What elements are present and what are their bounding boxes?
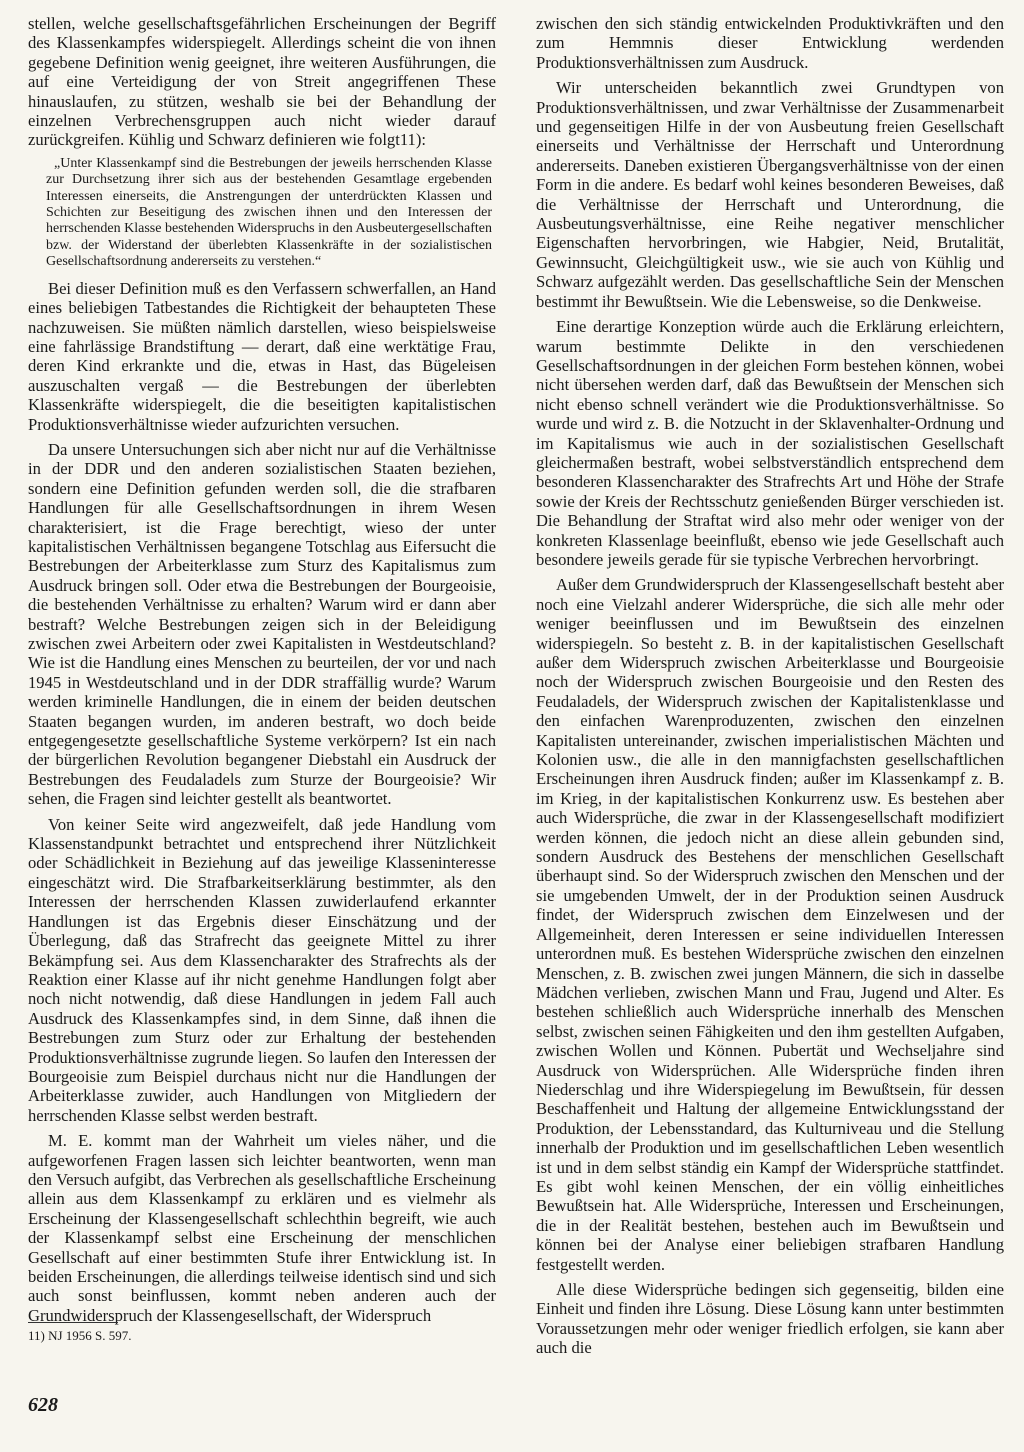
paragraph: Eine derartige Konzeption würde auch die Erklärung erleichtern, warum bestimmte Delikte in den verschiedenen Gesellschaftsordnungen in der gleichen Form bestehen können, wobei nicht übersehen werden darf, daß das Bewußtsein der Menschen sich nicht ebenso schnell verändert wie die Produktionsverhältnisse. So wurde und wird z. B. die Notzucht in der Sklavenhalter-Ordnung und im Kapitalismus wie auch in der sozialistischen Gesellschaft gleichermaßen bestraft, wobei selbstverständlich entsprechend dem besonderen Klassencharakter des Strafrechts Art und Höhe der Strafe sowie der Kreis der Rechtsschutz genießenden Bürger verschieden ist. Die Behandlung der Straftat wird also mehr oder weniger von der konkreten Klassenlage beeinflußt, ebenso wie jede Gesellschaft auch besondere jeweils gerade für sie typische Verbrechen hervorbringt. (536, 317, 1004, 569)
paragraph: Wir unterscheiden bekanntlich zwei Grundtypen von Produktionsverhältnissen, und zwar Verhältnisse der Zusammenarbeit und gegenseitigen Hilfe in der von Ausbeutung freien Gesellschaft einerseits und Verhältnisse der Herrschaft und Unterordnung andererseits. Daneben existieren Übergangsverhältnisse von der einen Form in die andere. Es bedarf wohl keines besonderen Beweises, daß die Verhältnisse der Herrschaft und Unterordnung, die Ausbeutungsverhältnisse, eine Reihe negativer menschlicher Eigenschaften hervorbringen, wie Habgier, Neid, Brutalität, Gewinnsucht, Gleichgültigkeit usw., wie sie auch von Kühlig und Schwarz aufgezählt werden. Das gesellschaftliche Sein der Menschen bestimmt ihr Bewußtsein. Wie die Lebensweise, so die Denkweise. (536, 78, 1004, 311)
footnote: 11) NJ 1956 S. 597. (28, 1328, 132, 1343)
paragraph: Alle diese Widersprüche bedingen sich gegenseitig, bilden eine Einheit und finden ihre Lösung. Diese Lösung kann unter bestimmten Voraussetzungen mehr oder weniger friedlich erfolgen, sie kann aber auch die (536, 1280, 1004, 1358)
paragraph: M. E. kommt man der Wahrheit um vieles näher, und die aufgeworfenen Fragen lassen sich leichter beantworten, wenn man den Versuch aufgibt, das Verbrechen als gesellschaftliche Erscheinung allein aus dem Klassenkampf zu erklären und es vielmehr als Erscheinung der Klassengesellschaft schlechthin begreift, wie auch der Klassenkampf selbst eine Erscheinung der menschlichen Gesellschaft auf einer bestimmten Stufe ihrer Entwicklung ist. In beiden Erscheinungen, die allerdings teilweise identisch sind und sich auch sonst beinflussen, kommt neben anderen auch der Grundwiderspruch der Klassengesellschaft, der Widerspruch (28, 1131, 496, 1325)
paragraph: Bei dieser Definition muß es den Verfassern schwerfallen, an Hand eines beliebigen Tatbestandes die Richtigkeit der behaupteten These nachzuweisen. Sie müßten nämlich darstellen, wieso beispielsweise eine fahrlässige Brandstiftung — derart, daß eine werktätige Frau, deren Kind erkrankte und die, etwas in Hast, das Bügeleisen auszuschalten vergaß — die Bestrebungen der überlebten Klassenkräfte widerspiegelt, die die beseitigten kapitalistischen Produktionsverhältnisse wieder aufzurichten versuchen. (28, 278, 496, 434)
paragraph: stellen, welche gesellschaftsgefährlichen Erscheinungen der Begriff des Klassenkampfes widerspiegelt. Allerdings scheint die von ihnen gegebene Definition wenig geeignet, ihre weiteren Ausführungen, die auf eine Verteidigung der von Streit angegriffenen These hinauslaufen, zu stützen, weshalb sie bei der Behandlung der einzelnen Verbrechensgruppen auch nicht wieder darauf zurückgreifen. Kühlig und Schwarz definieren wie folgt11): (28, 14, 496, 150)
left-column (28, 14, 496, 1331)
block-quote: „Unter Klassenkampf sind die Bestrebungen der jeweils herrschenden Klasse zur Durchsetzung ihrer sich aus der bestehenden Gesamtlage ergebenden Interessen einerseits, die Anstrengungen der unterdrückten Klassen und Schichten zur Beseitigung des zwischen ihnen und den Interessen der herrschenden Klasse bestehenden Widerspruchs in den Ausbeutergesellschaften bzw. der Widerstand der überlebten Klassenkräfte in der sozialistischen Gesellschaftsordnung andererseits zu verstehen.“ (46, 155, 492, 270)
paragraph: zwischen den sich ständig entwickelnden Produktivkräften und den zum Hemmnis dieser Entwicklung werdenden Produktionsverhältnissen zum Ausdruck. (536, 14, 1004, 72)
paragraph: Außer dem Grundwiderspruch der Klassengesellschaft besteht aber noch eine Vielzahl anderer Widersprüche, die sich alle mehr oder weniger beeinflussen und im Bewußtsein des einzelnen widerspiegeln. So besteht z. B. in der kapitalistischen Gesellschaft außer dem Widerspruch zwischen Arbeiterklasse und Bourgeoisie noch der Widerspruch zwischen Bourgeoisie und den Resten des Feudaladels, der Widerspruch zwischen der Kapitalistenklasse und den einfachen Warenproduzenten, zwischen den einzelnen Kapitalisten untereinander, zwischen imperialistischen Mächten und Kolonien usw., die alle in den mannigfachsten gesellschaftlichen Erscheinungen ihren Ausdruck finden; außer im Klassenkampf z. B. im Krieg, in der kapitalistischen Konkurrenz usw. Es bestehen aber auch Widersprüche, die zwar in der Klassengesellschaft modifiziert werden können, die jedoch nicht an diese allein gebunden sind, sondern Ausdruck des Bestehens der menschlichen Gesellschaft überhaupt sind. So der Widerspruch zwischen den Menschen und der sie umgebenden Umwelt, der in der Produktion seinen Ausdruck findet, der Widerspruch zwischen dem Einzelwesen und der Allgemeinheit, deren Interessen er seine individuellen Interessen unterordnen muß. Es bestehen Widersprüche zwischen den einzelnen Menschen, z. B. zwischen zwei jungen Männern, die sich in dasselbe Mädchen verlieben, zwischen Mann und Frau, Jugend und Alter. Es bestehen schließlich auch Widersprüche innerhalb des Menschen selbst, zwischen seinen Fähigkeiten und den ihm gestellten Aufgaben, zwischen Wollen und Können. Pubertät und Wechseljahre sind Ausdruck von Widersprüchen. Alle Widersprüche finden ihren Niederschlag und ihre Widerspiegelung im Bewußtsein, für dessen Beschaffenheit und Haltung der allgemeine Entwicklungsstand der Produktion, der Lebensstandard, das Kulturniveau und die Stellung innerhalb der Produktion und im gesellschaftlichen Leben wesentlich ist und in dem selbst ständig ein Kampf der Widersprüche stattfindet. Es gibt wohl keinen Menschen, der ein völlig einheitliches Bewußtsein hat. Alle Widersprüche, Interessen und Erscheinungen, die in der Realität bestehen, bestehen auch im Bewußtsein und können bei der Analyse einer beliebigen strafbaren Handlung festgestellt werden. (536, 575, 1004, 1274)
page-number: 628 (28, 1394, 58, 1416)
footnote-rule (28, 1322, 118, 1323)
right-column (536, 14, 1004, 1364)
paragraph: Da unsere Untersuchungen sich aber nicht nur auf die Verhältnisse in der DDR und den anderen sozialistischen Staaten beziehen, sondern eine Definition gefunden werden soll, die die strafbaren Handlungen für alle Gesellschaftsordnungen in ihrem Wesen charakterisiert, ist die Frage berechtigt, wieso der unter kapitalistischen Verhältnissen begangene Totschlag aus Eifersucht die Bestrebungen der Arbeiterklasse zum Sturz des Kapitalismus zum Ausdruck bringen soll. Oder etwa die Bestrebungen der Bourgeoisie, die bestehenden Verhältnisse zu erhalten? Warum wird er dann aber bestraft? Welche Bestrebungen zeigen sich in der Beleidigung zwischen zwei Arbeitern oder zwei Kapitalisten in Westdeutschland? Wie ist die Handlung eines Menschen zu beurteilen, der vor und nach 1945 in Westdeutschland und in der DDR straffällig wurde? Warum werden kriminelle Handlungen, die in einem der beiden deutschen Staaten begangen wurden, im anderen bestraft, wo doch beide entgegengesetzte gesellschaftliche Systeme verkörpern? Ist ein nach der bürgerlichen Revolution begangener Diebstahl ein Ausdruck der Bestrebungen des Feudaladels zum Sturze der Bourgeoisie? Wir sehen, die Fragen sind leichter gestellt als beantwortet. (28, 439, 496, 809)
paragraph: Von keiner Seite wird angezweifelt, daß jede Handlung vom Klassenstandpunkt betrachtet und entsprechend ihrer Nützlichkeit oder Schädlichkeit in Beziehung auf das jeweilige Klasseninteresse eingeschätzt wird. Die Strafbarkeitserklärung bestimmter, als den Interessen der herrschenden Klassen zuwiderlaufend erkannter Handlungen ist das Ergebnis dieser Einschätzung und der Überlegung, daß das Strafrecht das geeignete Mittel zu ihrer Bekämpfung sei. Aus dem Klassencharakter des Strafrechts als der Reaktion einer Klasse auf ihr nicht genehme Handlungen folgt aber noch nicht notwendig, daß diese Handlungen in jedem Fall auch Ausdruck des Klassenkampfes sind, in dem Sinne, daß ihnen die Bestrebungen zum Sturz oder zur Erhaltung der bestehenden Produktionsverhältnisse zugrunde liegen. So laufen den Interessen der Bourgeoisie zum Beispiel durchaus nicht nur die Handlungen der Arbeiterklasse zuwider, auch Handlungen von Mitgliedern der herrschenden Klasse selbst werden bestraft. (28, 814, 496, 1125)
